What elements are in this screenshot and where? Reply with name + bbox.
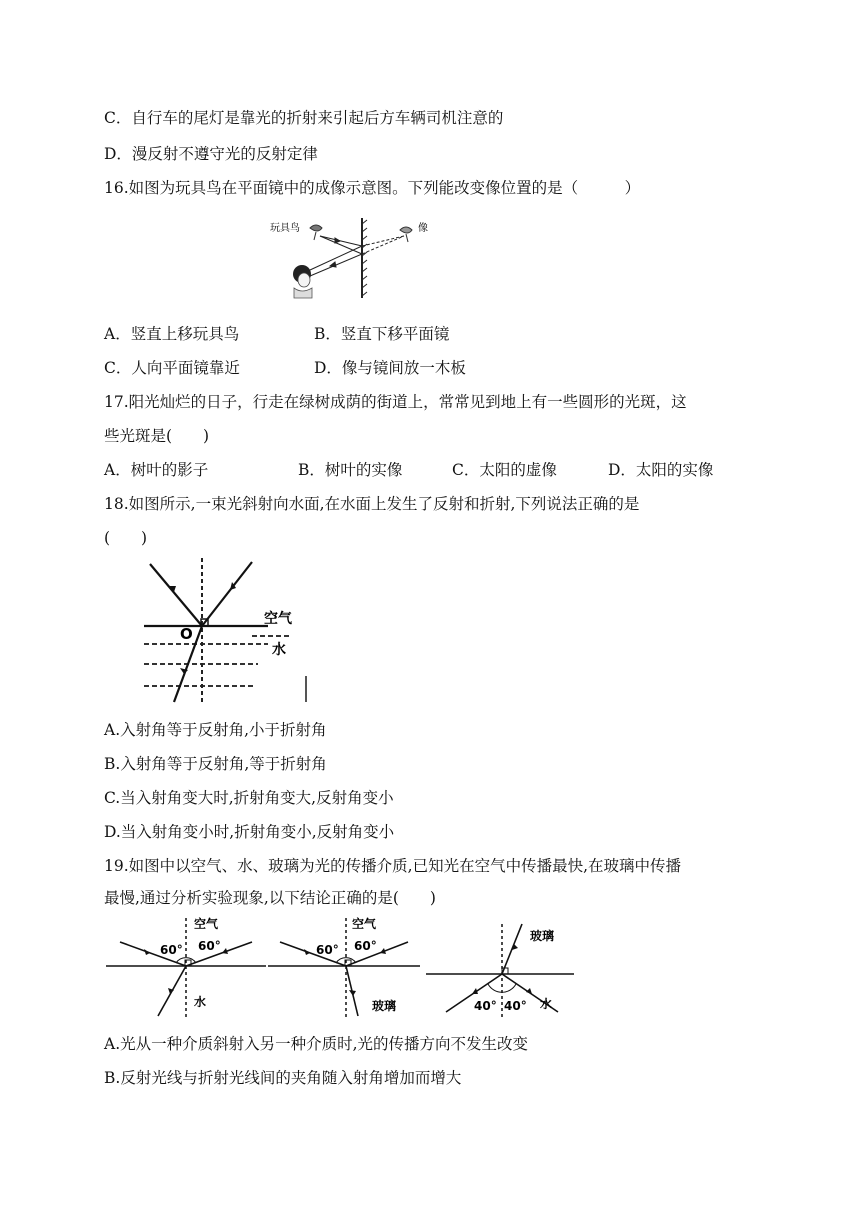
light-rays bbox=[310, 236, 404, 276]
water-pattern bbox=[144, 636, 290, 686]
medium-bottom-label: 水 bbox=[540, 997, 553, 1011]
medium-top-label: 空气 bbox=[194, 917, 219, 931]
q17-option-a: A．树叶的影子 bbox=[104, 461, 209, 479]
air-label: 空气 bbox=[264, 611, 292, 627]
observer-person-icon bbox=[293, 265, 312, 298]
q18-option-d: D.当入射角变小时,折射角变小,反射角变小 bbox=[104, 823, 395, 841]
angle-left-label: 40° bbox=[474, 999, 497, 1013]
angle-right-label: 40° bbox=[504, 999, 527, 1013]
image-label: 像 bbox=[418, 223, 428, 234]
q17-option-b: B．树叶的实像 bbox=[298, 461, 403, 479]
q17-option-d: D．太阳的实像 bbox=[608, 461, 714, 479]
q17-option-c: C．太阳的虚像 bbox=[452, 461, 557, 479]
medium-top-label: 空气 bbox=[352, 917, 377, 931]
q19-figure-air-water bbox=[106, 916, 266, 1020]
q16-option-a: A．竖直上移玩具鸟 bbox=[104, 325, 240, 343]
medium-bottom-label: 水 bbox=[194, 995, 207, 1009]
medium-top-label: 玻璃 bbox=[530, 929, 555, 943]
q19-stem-line1: 19.如图中以空气、水、玻璃为光的传播介质,已知光在空气中传播最快,在玻璃中传播 bbox=[104, 857, 682, 875]
q19-option-b: B.反射光线与折射光线间的夹角随入射角增加而增大 bbox=[104, 1069, 462, 1087]
bird-image-icon bbox=[400, 227, 412, 242]
angle-left-label: 60° bbox=[316, 943, 339, 957]
q16-option-d: D．像与镜间放一木板 bbox=[314, 359, 466, 377]
q17-stem-line2: 些光斑是( ) bbox=[104, 427, 210, 445]
medium-bottom-label: 玻璃 bbox=[372, 999, 397, 1013]
q18-reflection-refraction-figure bbox=[140, 556, 312, 704]
q19-stem-line2: 最慢,通过分析实验现象,以下结论正确的是( ) bbox=[104, 889, 436, 907]
toy-bird-label: 玩具鸟 bbox=[270, 223, 300, 234]
q19-figure-glass-water bbox=[426, 916, 574, 1020]
q16-stem: 16.如图为玩具鸟在平面镜中的成像示意图。下列能改变像位置的是（ ） bbox=[104, 179, 641, 197]
angle-right-label: 60° bbox=[354, 939, 377, 953]
q17-stem-line1: 17.阳光灿烂的日子，行走在绿树成荫的街道上，常常见到地上有一些圆形的光斑，这 bbox=[104, 393, 687, 411]
angle-right-label: 60° bbox=[198, 939, 221, 953]
q18-option-b: B.入射角等于反射角,等于折射角 bbox=[104, 755, 327, 773]
point-o-label: O bbox=[180, 625, 193, 643]
q19-figure-air-glass bbox=[268, 916, 420, 1020]
q16-mirror-figure bbox=[268, 214, 444, 304]
q18-stem-line2: ( ) bbox=[104, 529, 148, 547]
toy-bird-icon bbox=[310, 225, 322, 240]
q18-option-a: A.入射角等于反射角,小于折射角 bbox=[104, 721, 327, 739]
q15-option-d: D．漫反射不遵守光的反射定律 bbox=[104, 145, 318, 163]
q19-option-a: A.光从一种介质斜射入另一种介质时,光的传播方向不发生改变 bbox=[104, 1035, 529, 1053]
angle-left-label: 60° bbox=[160, 943, 183, 957]
q15-option-c: C．自行车的尾灯是靠光的折射来引起后方车辆司机注意的 bbox=[104, 109, 504, 127]
q16-option-b: B．竖直下移平面镜 bbox=[314, 325, 450, 343]
q18-option-c: C.当入射角变大时,折射角变大,反射角变小 bbox=[104, 789, 394, 807]
q16-option-c: C．人向平面镜靠近 bbox=[104, 359, 240, 377]
q18-stem-line1: 18.如图所示,一束光斜射向水面,在水面上发生了反射和折射,下列说法正确的是 bbox=[104, 495, 640, 513]
plane-mirror bbox=[362, 218, 367, 298]
water-label: 水 bbox=[272, 642, 286, 658]
